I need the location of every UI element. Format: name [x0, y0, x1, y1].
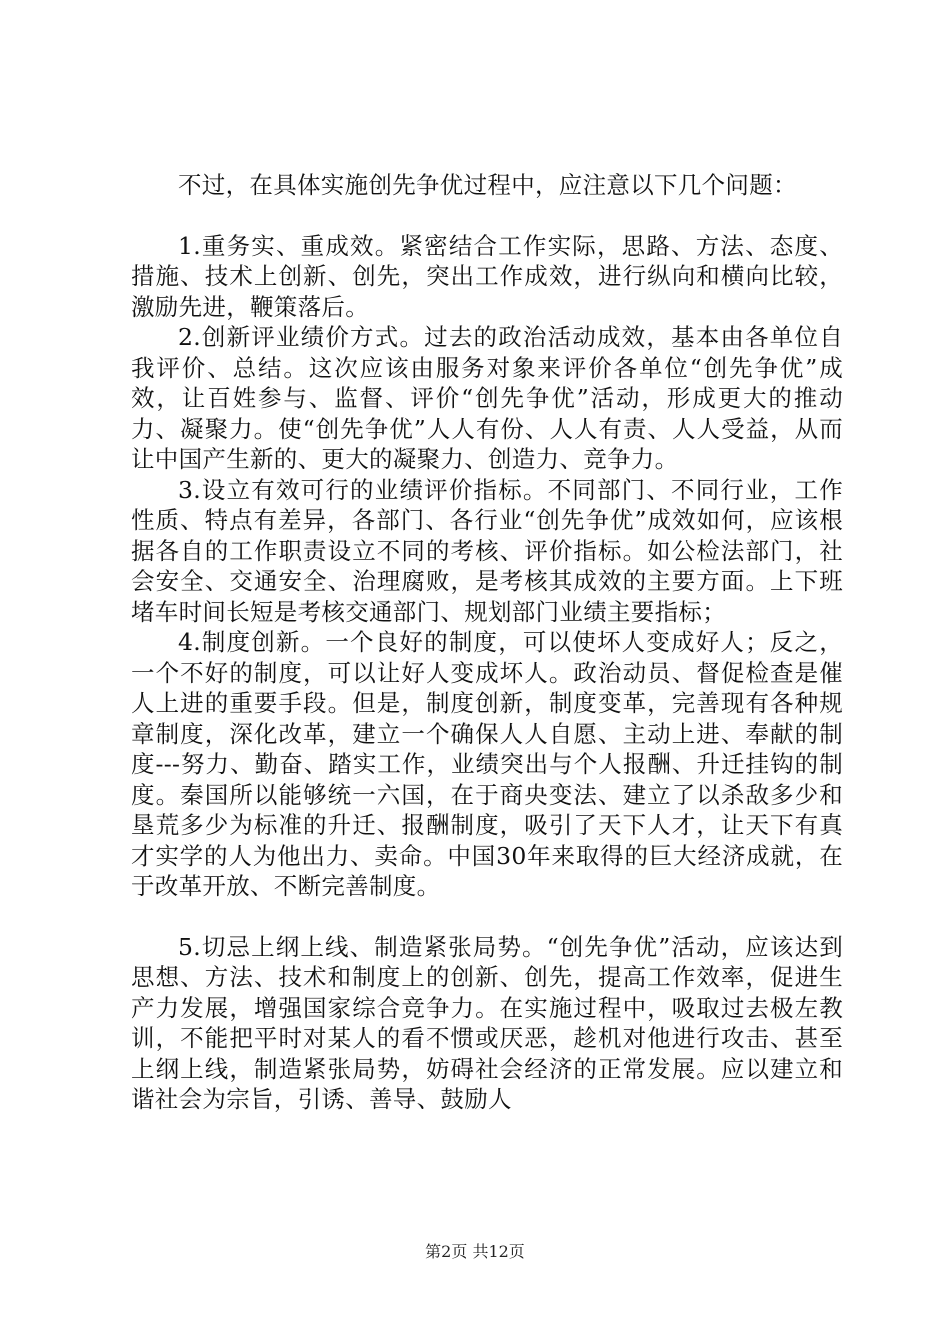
intro-paragraph: 不过，在具体实施创先争优过程中，应注意以下几个问题： [178, 171, 797, 199]
page-footer: 第2页 共12页 [425, 1242, 525, 1261]
paragraph-4: 4.制度创新。一个良好的制度，可以使坏人变成好人；反之，一个不好的制度，可以让好人变成坏人。政治动员、督促检查是催人上进的重要手段。但是，制度创新，制度变革，完善现有各种规章制度，深化改革，建立一个确保人人自愿、主动上进、奉献的制度---努力、勤奋、踏实工作，业绩突出与个人报酬、升迁挂钩的制度。秦国所以能够统一六国，在于商央变法、建立了以杀敌多少和垦荒多少为标准的升迁、报酬制度，吸引了天下人才，让天下有真才实学的人为他出力、卖命。中国30年来取得的巨大经济成就，在于改革开放、不断完善制度。 [131, 628, 843, 900]
paragraph-3: 3.设立有效可行的业绩评价指标。不同部门、不同行业，工作性质、特点有差异，各部门、各行业“创先争优”成效如何，应该根据各自的工作职责设立不同的考核、评价指标。如公检法部门，社会安全、交通安全、治理腐败，是考核其成效的主要方面。上下班堵车时间长短是考核交通部门、规划部门业绩主要指标； [131, 475, 843, 626]
paragraph-5: 5.切忌上纲上线、制造紧张局势。“创先争优”活动，应该达到思想、方法、技术和制度上的创新、创先，提高工作效率，促进生产力发展，增强国家综合竞争力。在实施过程中，吸取过去极左教训，不能把平时对某人的看不惯或厌恶，趁机对他进行攻击、甚至上纲上线，制造紧张局势，妨碍社会经济的正常发展。应以建立和谐社会为宗旨，引诱、善导、鼓励人 [131, 932, 843, 1113]
paragraph-1: 1.重务实、重成效。紧密结合工作实际，思路、方法、态度、措施、技术上创新、创先，突出工作成效，进行纵向和横向比较，激励先进，鞭策落后。 [131, 231, 843, 321]
paragraph-2: 2.创新评业绩价方式。过去的政治活动成效，基本由各单位自我评价、总结。这次应该由服务对象来评价各单位“创先争优”成效，让百姓参与、监督、评价“创先争优”活动，形成更大的推动力、凝聚力。使“创先争优”人人有份、人人有责、人人受益，从而让中国产生新的、更大的凝聚力、创造力、竞争力。 [131, 323, 843, 473]
document-body [131, 170, 843, 1115]
